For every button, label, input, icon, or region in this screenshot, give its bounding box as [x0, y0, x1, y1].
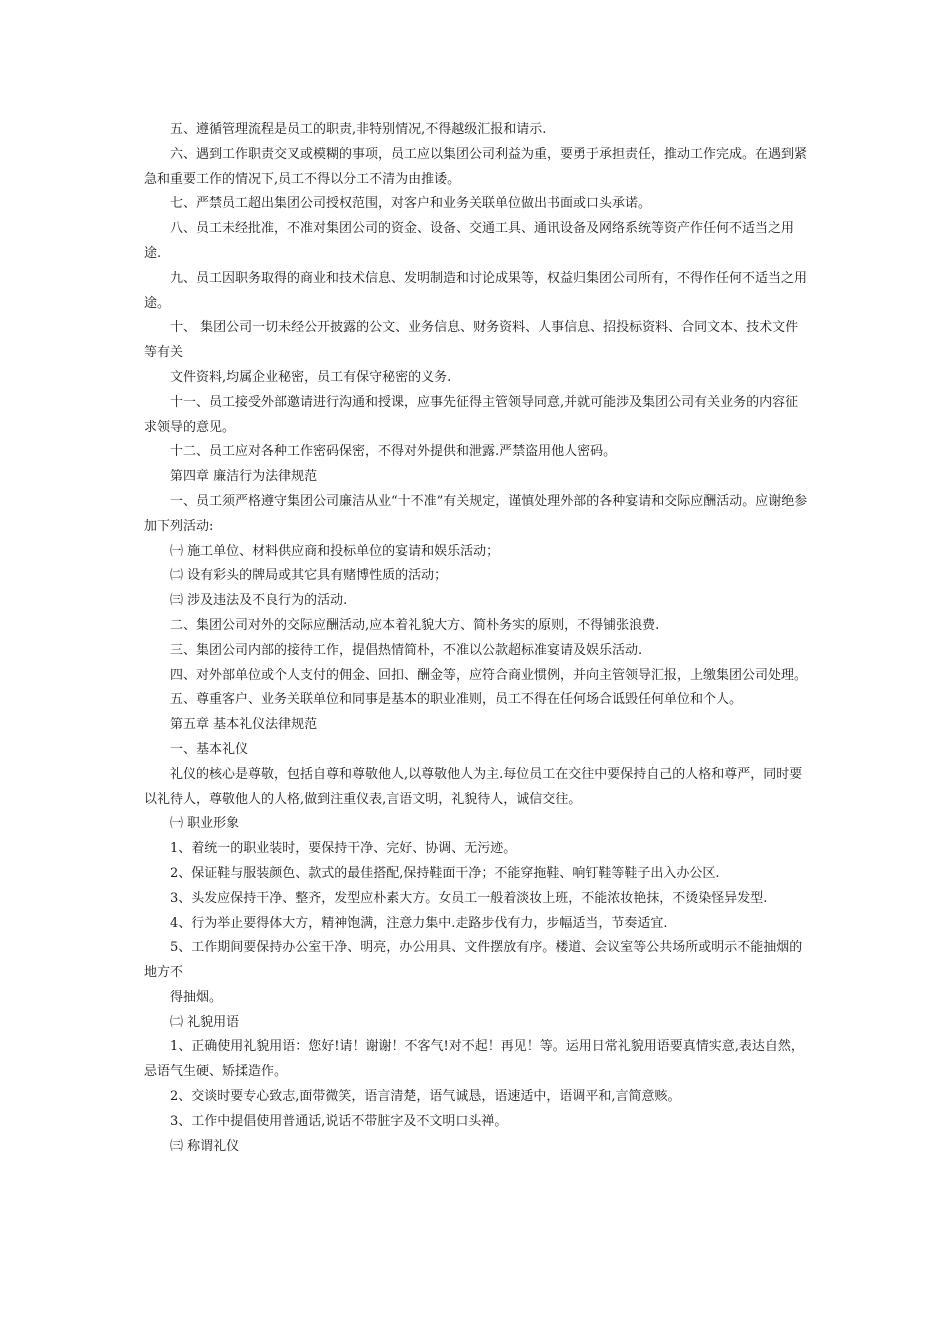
clause-12: 十二、员工应对各种工作密码保密，不得对外提供和泄露.严禁盗用他人密码。: [170, 444, 617, 460]
ch4-item-3: ㈢ 涉及违法及不良行为的活动.: [170, 593, 348, 609]
chapter-5-heading: 第五章 基本礼仪法律规范: [170, 717, 318, 733]
language-item-1: 1、正确使用礼貌用语：您好!请！谢谢！不客气!对不起！再见！等。运用日常礼貌用语要真情实意,表达自然，忌语气生硬、矫揉造作。: [144, 1039, 804, 1080]
language-item-3: 3、工作中提倡使用普通话,说话不带脏字及不文明口头禅。: [170, 1113, 508, 1129]
chapter-4-heading: 第四章 廉洁行为法律规范: [170, 469, 318, 485]
clause-7: 七、严禁员工超出集团公司授权范围，对客户和业务关联单位做出书面或口头承诺。: [170, 196, 652, 212]
image-item-3: 3、头发应保持干净、整齐，发型应朴素大方。女员工一般着淡妆上班，不能浓妆艳抹，不烫染怪异发型.: [170, 890, 768, 906]
ch4-item-2: ㈡ 设有彩头的牌局或其它具有赌博性质的活动；: [170, 568, 448, 584]
image-item-4: 4、行为举止要得体大方，精神饱满，注意力集中.走路步伐有力，步幅适当，节奏适宜.: [170, 915, 668, 931]
ch4-clause-1: 一、员工须严格遵守集团公司廉洁从业“十不准”有关规定，谨慎处理外部的各种宴请和交际应酬活动。应谢绝参加下列活动:: [144, 493, 808, 534]
language-item-2: 2、交谈时要专心致志,面带微笑，语言清楚，语气诚恳，语速适中，语调平和,言简意赅。: [170, 1089, 681, 1105]
subsection-address-etiquette: ㈢ 称谓礼仪: [170, 1138, 240, 1154]
ch4-clause-2: 二、集团公司对外的交际应酬活动,应本着礼貌大方、简朴务实的原则，不得铺张浪费.: [170, 617, 660, 633]
clause-10: 十、 集团公司一切未经公开披露的公文、业务信息、财务资料、人事信息、招投标资料、合同文本、技术文件等有关: [144, 320, 799, 361]
image-item-5-continued: 得抽烟。: [170, 989, 223, 1005]
clause-5: 五、遵循管理流程是员工的职责,非特别情况,不得越级汇报和请示.: [170, 122, 547, 137]
ch4-item-1: ㈠ 施工单位、材料供应商和投标单位的宴请和娱乐活动；: [170, 543, 500, 559]
clause-8: 八、员工未经批准，不准对集团公司的资金、设备、交通工具、通讯设备及网络系统等资产作任何不适当之用途.: [144, 221, 795, 261]
document-body: [144, 118, 810, 1159]
etiquette-intro: 礼仪的核心是尊敬，包括自尊和尊敬他人,以尊敬他人为主.每位员工在交往中要保持自己的人格和尊严，同时要以礼待人，尊敬他人的人格,做到注重仪表,言语文明，礼貌待人，诚信交往。: [144, 766, 803, 807]
clause-9: 九、员工因职务取得的商业和技术信息、发明制造和讨论成果等，权益归集团公司所有，不得作任何不适当之用途。: [144, 270, 808, 311]
ch4-clause-3: 三、集团公司内部的接待工作，提倡热情简朴，不准以公款超标准宴请及娱乐活动.: [170, 642, 643, 658]
clause-11: 十一、员工接受外部邀请进行沟通和授课，应事先征得主管领导同意,并就可能涉及集团公司有关业务的内容征求领导的意见。: [144, 394, 799, 435]
subsection-polite-language: ㈡ 礼貌用语: [170, 1014, 240, 1030]
image-item-1: 1、着统一的职业装时，要保持干净、完好、协调、无污迹。: [170, 841, 517, 857]
image-item-2: 2、保证鞋与服装颜色、款式的最佳搭配,保持鞋面干净；不能穿拖鞋、响钉鞋等鞋子出入办公区.: [170, 865, 720, 881]
clause-10-continued: 文件资料,均属企业秘密，员工有保守秘密的义务.: [170, 369, 452, 385]
ch4-clause-5: 五、尊重客户、业务关联单位和同事是基本的职业准则，员工不得在任何场合诋毁任何单位和个人。: [170, 692, 743, 708]
ch4-clause-4: 四、对外部单位或个人支付的佣金、回扣、酬金等，应符合商业惯例，并向主管领导汇报，上缴集团公司处理。: [170, 667, 808, 683]
section-basic-etiquette: 一、基本礼仪: [170, 741, 249, 757]
subsection-professional-image: ㈠ 职业形象: [170, 816, 240, 832]
image-item-5: 5、工作期间要保持办公室干净、明亮，办公用具、文件摆放有序。楼道、会议室等公共场所或明示不能抽烟的地方不: [144, 940, 803, 981]
clause-6: 六、遇到工作职责交叉或模糊的事项，员工应以集团公司利益为重，要勇于承担责任，推动工作完成。在遇到紧急和重要工作的情况下,员工不得以分工不清为由推诿。: [144, 146, 808, 187]
